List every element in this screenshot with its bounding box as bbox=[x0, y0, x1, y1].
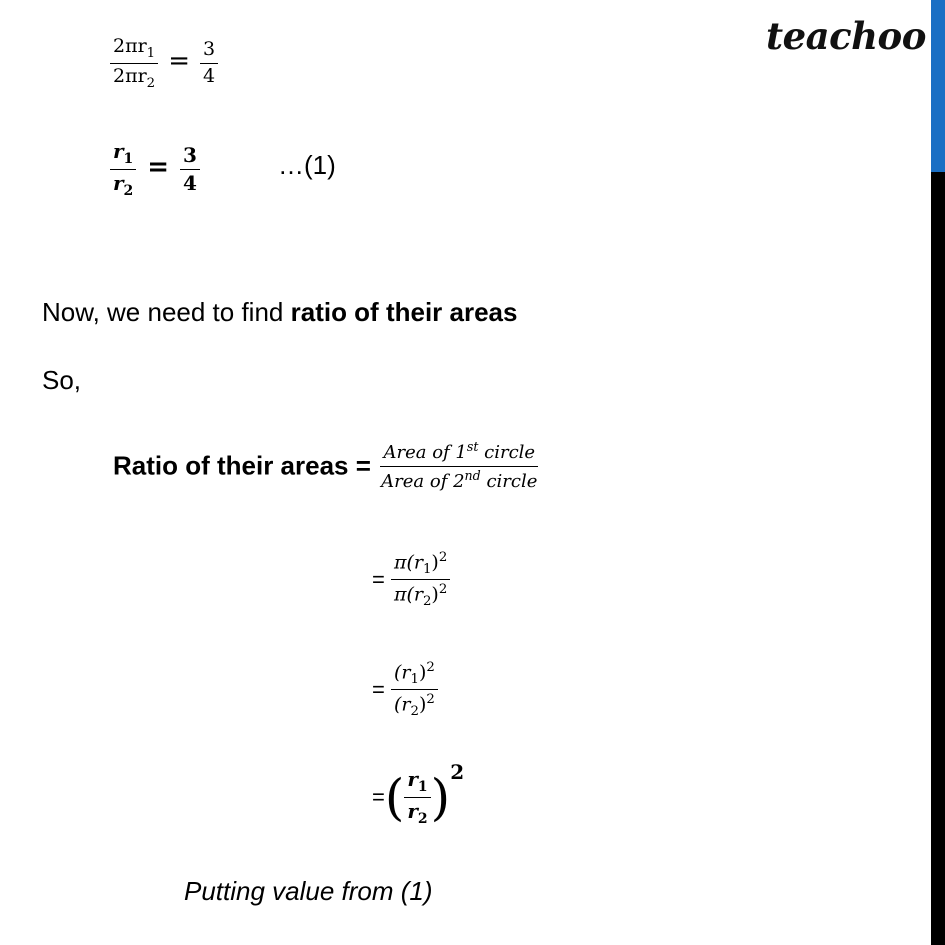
teachoo-logo: teachoo bbox=[766, 14, 926, 58]
step-ratio-squared: =( $\frac{r_1}{r_2}$ )2 bbox=[372, 759, 465, 828]
equals-sign: = bbox=[168, 45, 190, 76]
equation-tag: …(1) bbox=[278, 150, 336, 180]
putting-value-note: Putting value from (1) bbox=[184, 876, 433, 906]
equals-sign: = bbox=[147, 152, 170, 183]
fraction-three-quarters: $\frac{3}{4}$ bbox=[200, 39, 218, 88]
instruction-line: Now, we need to find ratio of their areas bbox=[42, 297, 518, 327]
fraction-pi-r: $\frac{\pi(r_1)^2}{\pi(r_2)^2}$ bbox=[391, 550, 450, 610]
sidebar-accent bbox=[931, 0, 945, 172]
step-pi-r-squared: = $\frac{\pi(r_1)^2}{\pi(r_2)^2}$ bbox=[372, 550, 450, 610]
fraction-three-quarters: $\frac{3}{4}$ bbox=[180, 144, 200, 195]
so-line: So, bbox=[42, 365, 82, 395]
fraction-area-ratio: $\frac{Area of 1^{st} circle}{Area of 2^{nd} circle}$ bbox=[381, 439, 538, 492]
fraction-circumference: $\frac{2\pi r_1}{2\pi r_2}$ bbox=[110, 36, 158, 91]
step-r-squared: = $\frac{(r_1)^2}{(r_2)^2}$ bbox=[372, 660, 438, 720]
fraction-r-squared: $\frac{(r_1)^2}{(r_2)^2}$ bbox=[391, 660, 438, 720]
fraction-radius: $\frac{r_1}{r_2}$ bbox=[110, 140, 136, 199]
equation-radius-ratio bbox=[110, 140, 200, 199]
equation-circumference-ratio bbox=[110, 36, 218, 91]
fraction-radius-bold: $\frac{r_1}{r_2}$ bbox=[404, 768, 430, 827]
ratio-definition: Ratio of their areas = $\frac{Area of 1^{st} circle}{Area of 2^{nd} circle}$ bbox=[113, 440, 540, 492]
